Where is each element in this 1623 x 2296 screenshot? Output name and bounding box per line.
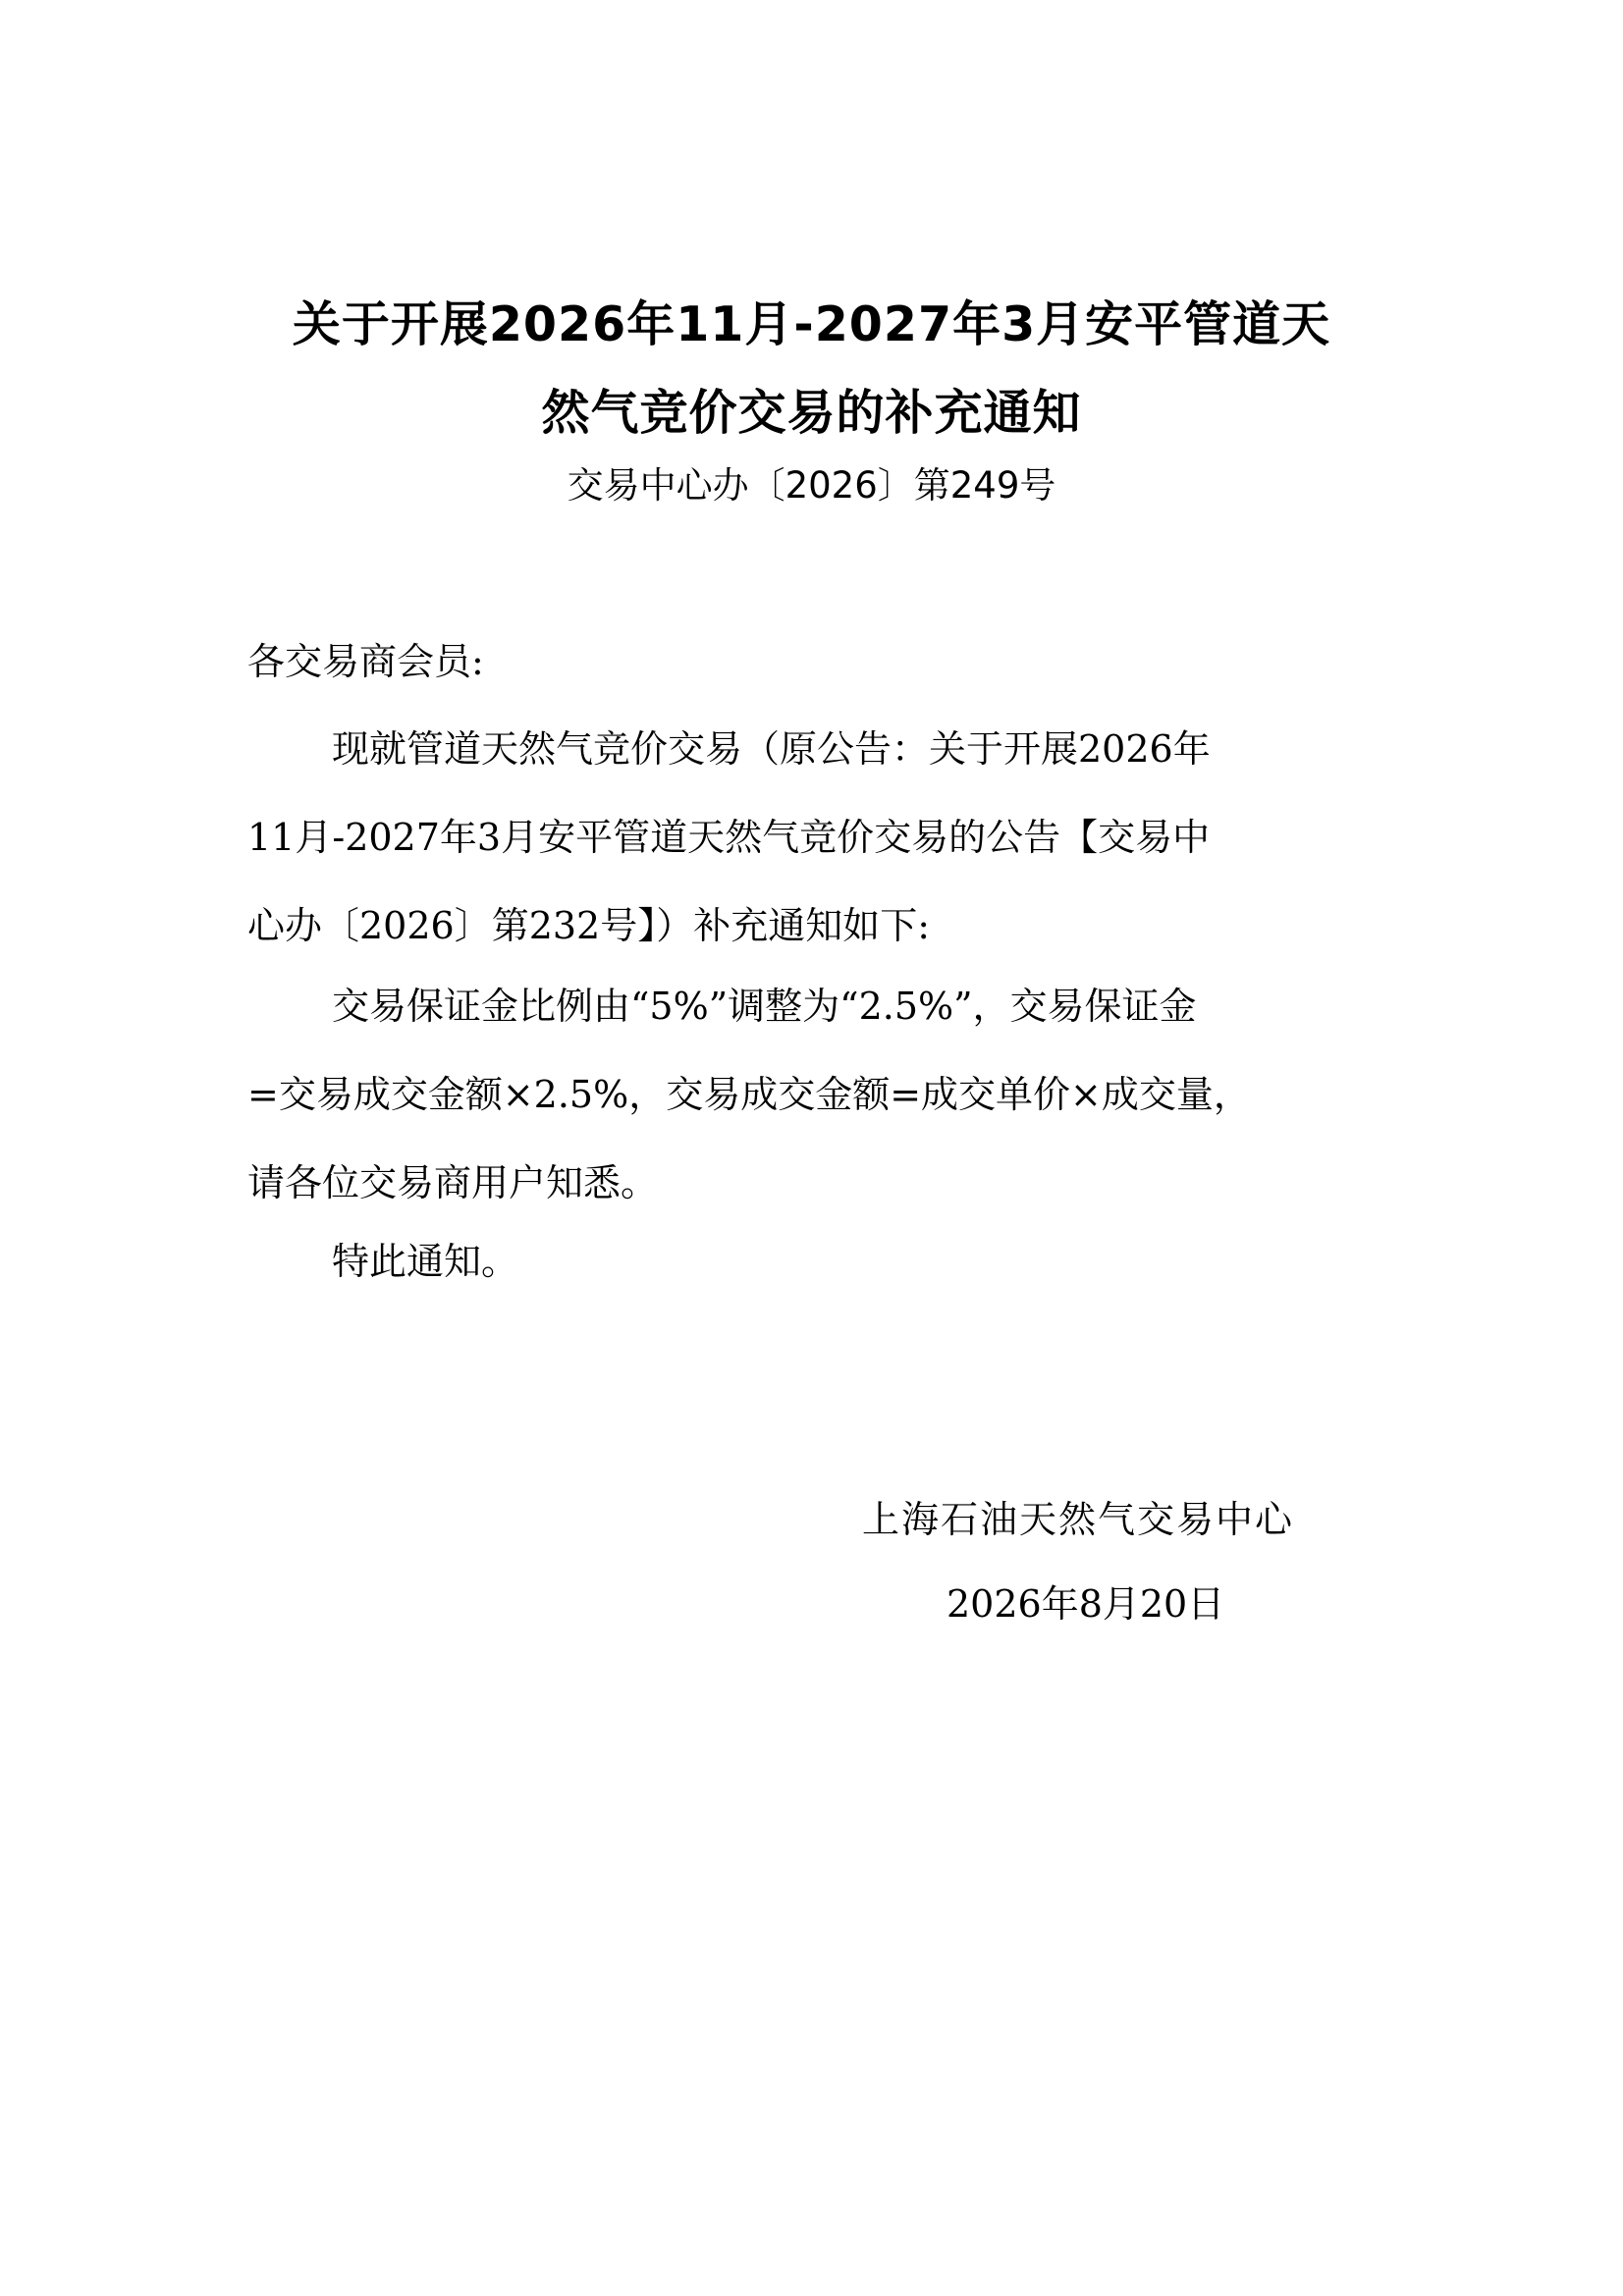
- paragraph-line: 交易保证金比例由“5%”调整为“2.5%”，交易保证金: [332, 985, 1197, 1028]
- document-number: 交易中心办〔2026〕第249号: [567, 464, 1056, 507]
- paragraph-supplement-intro: [247, 705, 1386, 970]
- title-line-1: 关于开展2026年11月-2027年3月安平管道天: [292, 296, 1331, 352]
- salutation: 各交易商会员:: [247, 640, 484, 683]
- paragraph-line: 11月-2027年3月安平管道天然气竞价交易的公告【交易中: [247, 816, 1211, 859]
- signature-date: 2026年8月20日: [947, 1582, 1225, 1626]
- paragraph-line: 请各位交易商用户知悉。: [247, 1161, 659, 1204]
- paragraph-margin-adjustment: [247, 962, 1386, 1227]
- signature-organization: 上海石油天然气交易中心: [862, 1498, 1295, 1541]
- paragraph-line: 心办〔2026〕第232号】）补充通知如下:: [247, 904, 931, 947]
- paragraph-line: =交易成交金额×2.5%，交易成交金额=成交单价×成交量，: [247, 1073, 1251, 1116]
- paragraph-line: 现就管道天然气竞价交易（原公告：关于开展2026年: [332, 727, 1211, 771]
- closing-remark: [247, 1217, 1386, 1306]
- title-line-2: 然气竞价交易的补充通知: [541, 385, 1082, 441]
- document-title: [0, 281, 1623, 457]
- closing-line: 特此通知。: [332, 1240, 519, 1283]
